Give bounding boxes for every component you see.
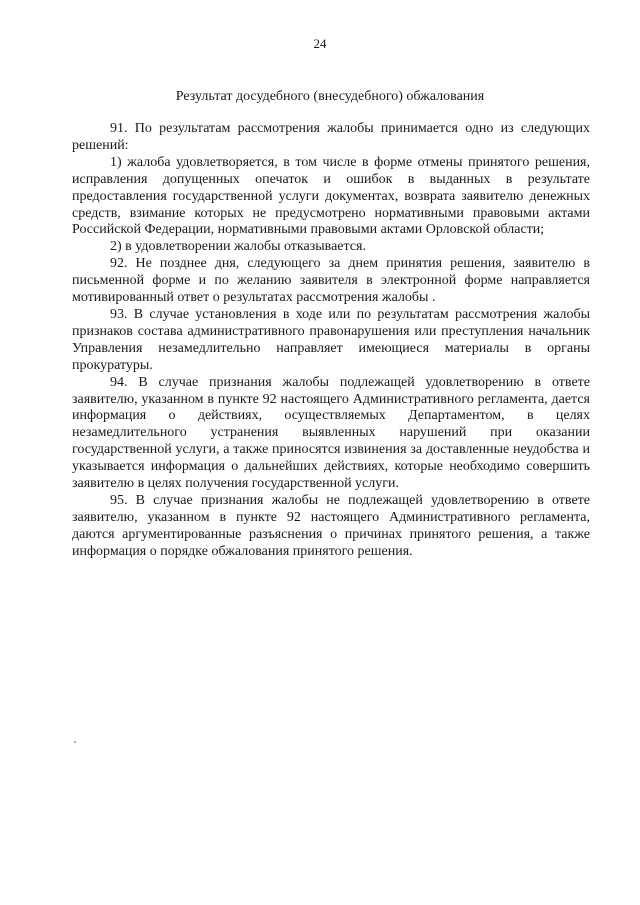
page-number: 24	[313, 36, 327, 51]
paragraph-93: 93. В случае установления в ходе или по результатам рассмотрения жалобы признаков состава административного правонарушения или преступления начальник Управления незамедлительно направляет имеющиеся материалы в органы прокуратуры.	[72, 306, 590, 373]
paragraph-91-item-2: 2) в удовлетворении жалобы отказывается.	[110, 239, 366, 255]
paragraph-94: 94. В случае признания жалобы подлежащей удовлетворению в ответе заявителю, указанном в пункте 92 настоящего Административного регламента, дается информация о действиях, осуществляемых Департаментом, в целях незамедлительного устранения выявленных нарушений при оказании государственной услуги, а также приносятся извинения за доставленные неудобства и указывается информация о дальнейших действиях, которые необходимо совершить заявителю в целях получения государственной услуги.	[72, 374, 590, 492]
paragraph-91-item-1: 1) жалоба удовлетворяется, в том числе в форме отмены принятого решения, исправления допущенных опечаток и ошибок в выданных в результате предоставления государственной услуги документах, возврата заявителю денежных средств, взимание которых не предусмотрено нормативными правовыми актами Российской Федерации, нормативными правовыми актами Орловской области;	[72, 154, 590, 238]
paragraph-92: 92. Не позднее дня, следующего за днем принятия решения, заявителю в письменной форме и по желанию заявителя в электронной форме направляется мотивированный ответ о результатах рассмотрения жалобы .	[72, 256, 590, 306]
document-body	[72, 121, 590, 561]
paragraph-91: 91. По результатам рассмотрения жалобы принимается одно из следующих решений:	[72, 121, 590, 153]
section-title: Результат досудебного (внесудебного) обжалования	[175, 89, 485, 104]
paragraph-95: 95. В случае признания жалобы не подлежащей удовлетворению в ответе заявителю, указанном в пункте 92 настоящего Административного регламента, даются аргументированные разъяснения о причинах принятого решения, а также информация о порядке обжалования принятого решения.	[72, 492, 590, 559]
scan-speck	[74, 741, 76, 743]
